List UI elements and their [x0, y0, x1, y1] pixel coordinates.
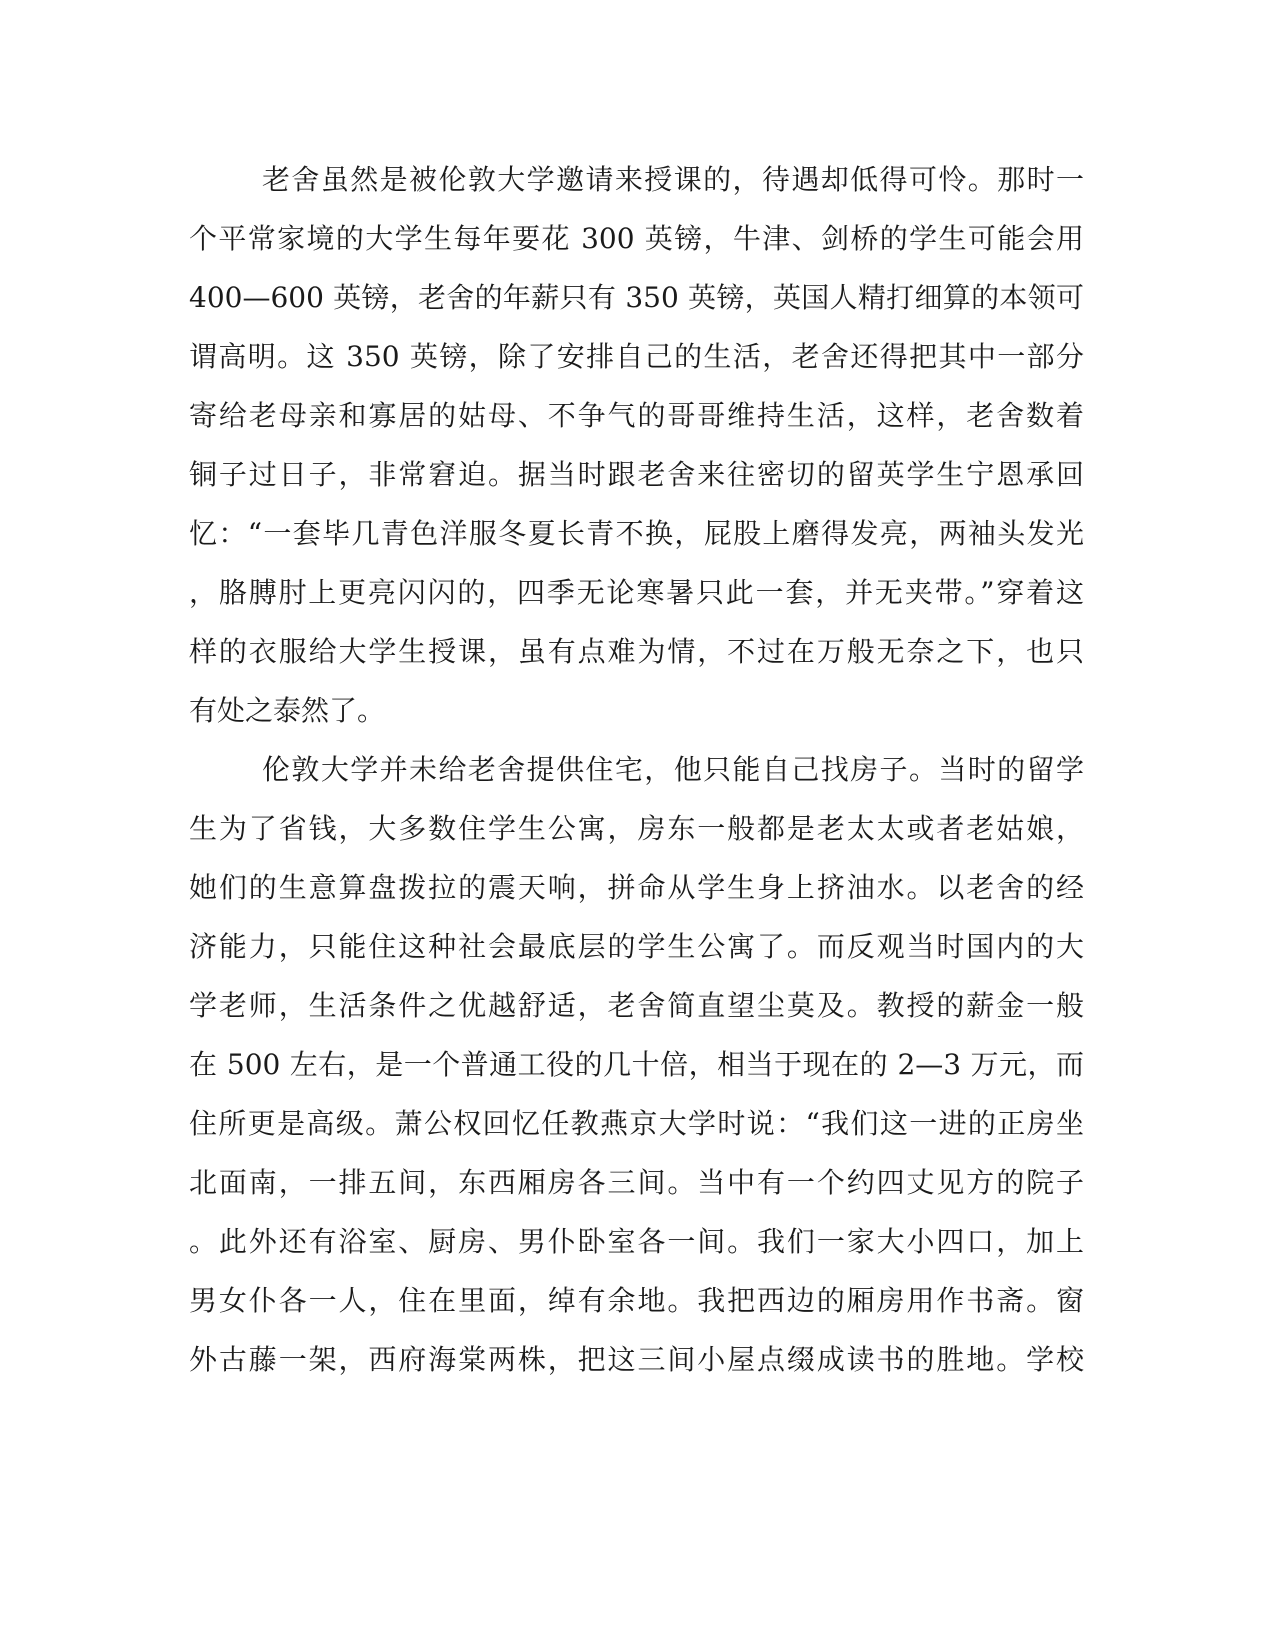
- paragraph-line: 在 500 左右，是一个普通工役的几十倍，相当于现在的 2—3 万元，而: [189, 1048, 1084, 1081]
- paragraph-line: 学老师，生活条件之优越舒适，老舍简直望尘莫及。教授的薪金一般: [189, 989, 1084, 1022]
- paragraph-line: 样的衣服给大学生授课，虽有点难为情，不过在万般无奈之下，也只: [189, 635, 1084, 668]
- paragraph-line: 她们的生意算盘拨拉的震天响，拼命从学生身上挤油水。以老舍的经: [189, 871, 1084, 904]
- paragraph-line: ，胳膊肘上更亮闪闪的，四季无论寒暑只此一套，并无夹带。”穿着这: [189, 576, 1084, 609]
- paragraph-line: 个平常家境的大学生每年要花 300 英镑，牛津、剑桥的学生可能会用: [189, 222, 1084, 255]
- paragraph-line: 伦敦大学并未给老舍提供住宅，他只能自己找房子。当时的留学: [262, 753, 1084, 786]
- paragraph-line: 老舍虽然是被伦敦大学邀请来授课的，待遇却低得可怜。那时一: [262, 163, 1084, 196]
- paragraph-line: 男女仆各一人，住在里面，绰有余地。我把西边的厢房用作书斋。窗: [189, 1284, 1084, 1317]
- paragraph-line: 。此外还有浴室、厨房、男仆卧室各一间。我们一家大小四口，加上: [189, 1225, 1084, 1258]
- paragraph-line: 北面南，一排五间，东西厢房各三间。当中有一个约四丈见方的院子: [189, 1166, 1084, 1199]
- paragraph-line: 济能力，只能住这种社会最底层的学生公寓了。而反观当时国内的大: [189, 930, 1084, 963]
- paragraph-line: 有处之泰然了。: [189, 694, 386, 727]
- paragraph-line: 寄给老母亲和寡居的姑母、不争气的哥哥维持生活，这样，老舍数着: [189, 399, 1084, 432]
- paragraph-line: 忆：“一套毕几青色洋服冬夏长青不换，屁股上磨得发亮，两袖头发光: [189, 517, 1084, 550]
- paragraph-line: 400—600 英镑，老舍的年薪只有 350 英镑，英国人精打细算的本领可: [189, 281, 1084, 314]
- paragraph-line: 外古藤一架，西府海棠两株，把这三间小屋点缀成读书的胜地。学校: [189, 1343, 1084, 1376]
- paragraph-line: 铜子过日子，非常窘迫。据当时跟老舍来往密切的留英学生宁恩承回: [189, 458, 1084, 491]
- paragraph-line: 住所更是高级。萧公权回忆任教燕京大学时说：“我们这一进的正房坐: [189, 1107, 1084, 1140]
- paragraph-line: 谓高明。这 350 英镑，除了安排自己的生活，老舍还得把其中一部分: [189, 340, 1084, 373]
- paragraph-line: 生为了省钱，大多数住学生公寓，房东一般都是老太太或者老姑娘，: [189, 812, 1084, 845]
